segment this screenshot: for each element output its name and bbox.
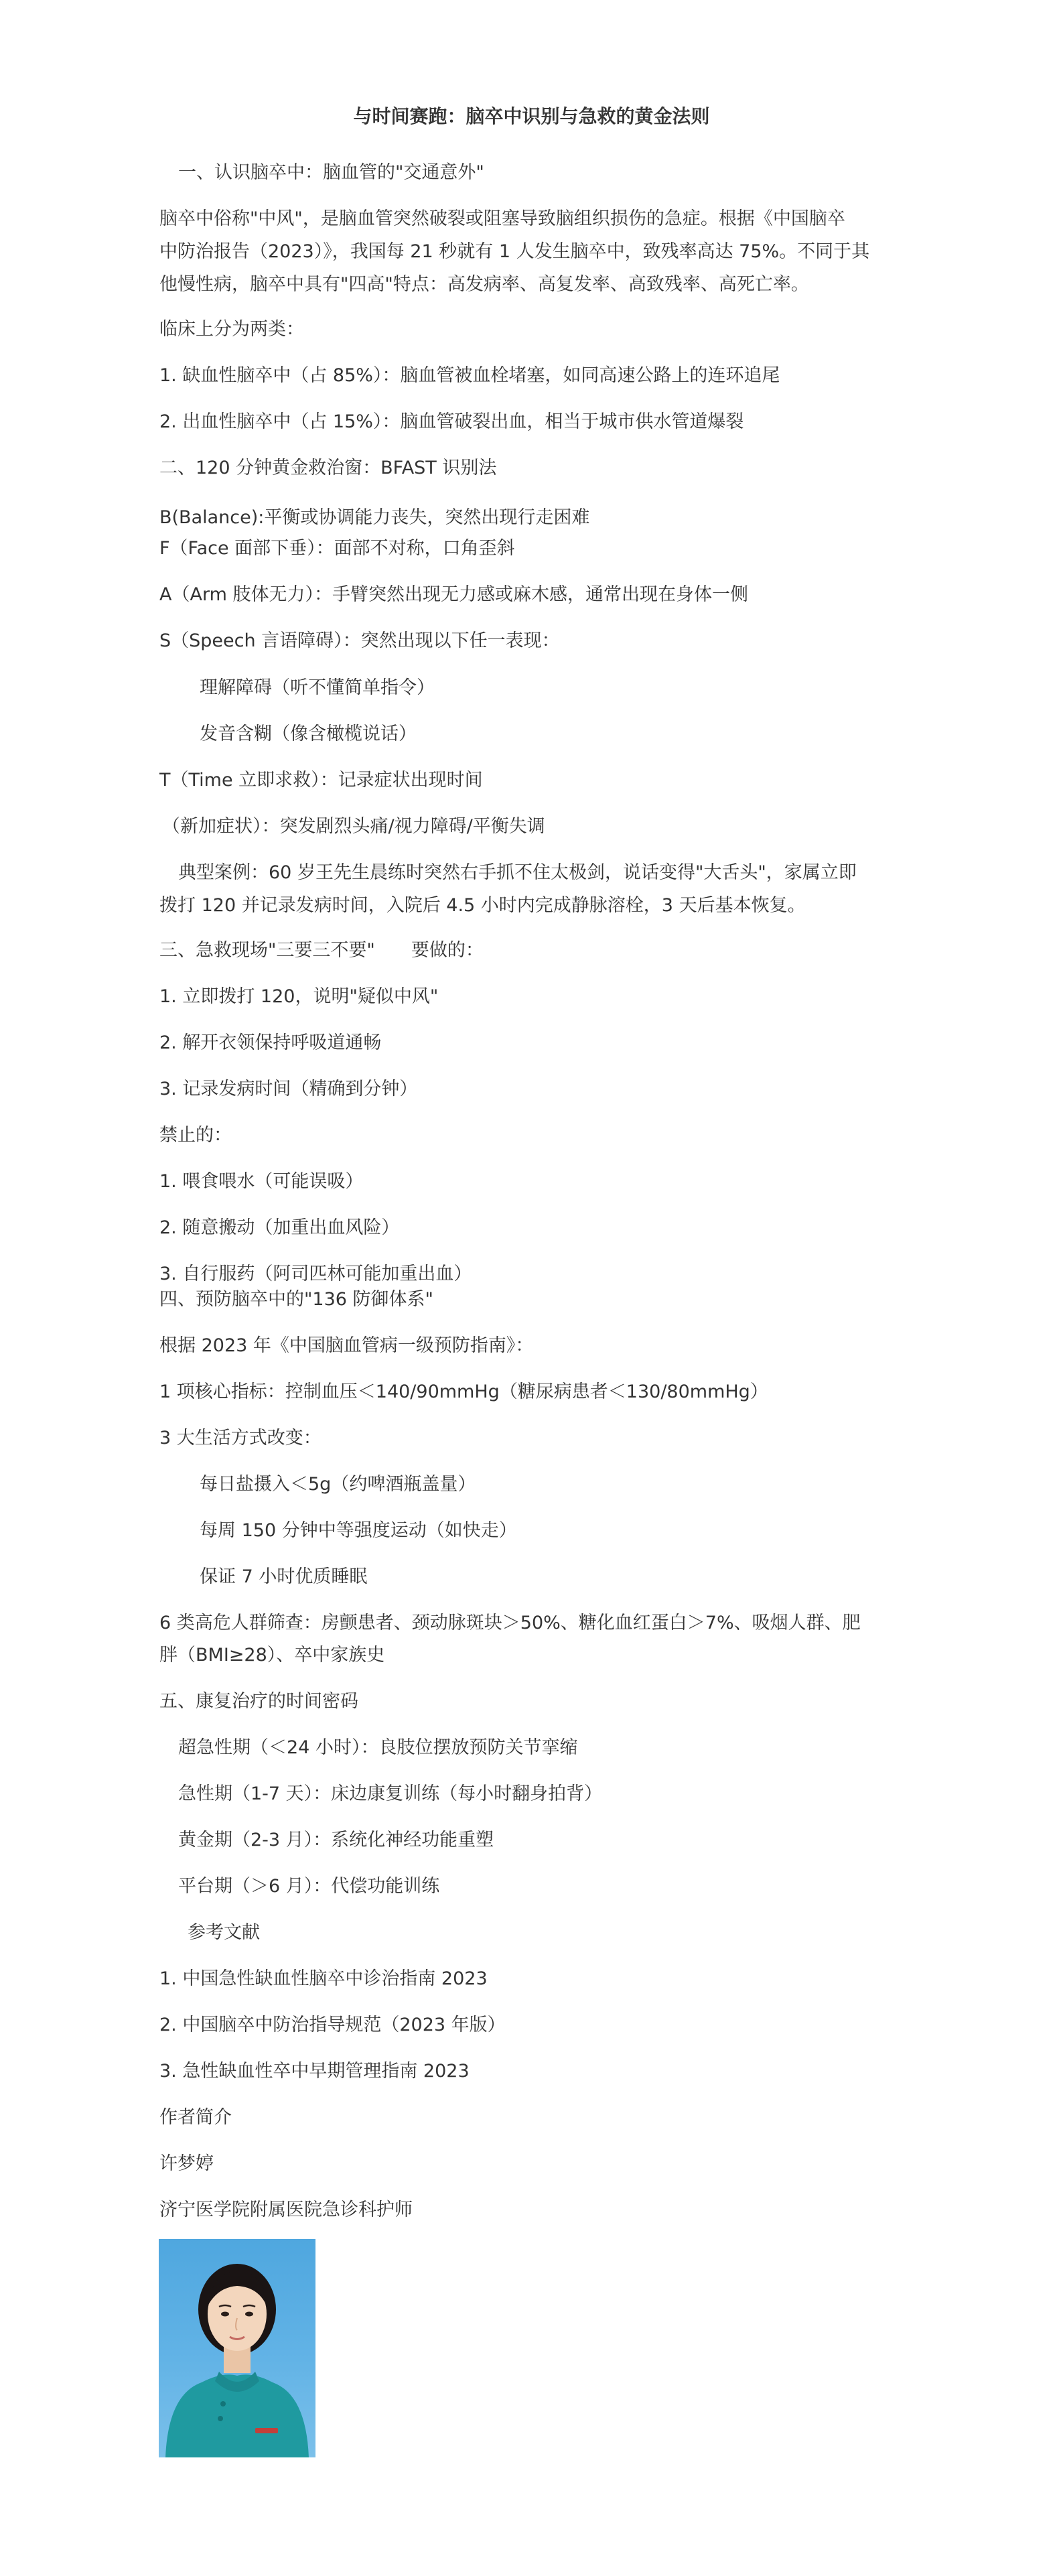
list-item: 1. 喂食喂水（可能误吸）	[159, 1171, 364, 1192]
list-item: 3. 记录发病时间（精确到分钟）	[159, 1079, 418, 1099]
rehab-phase: 黄金期（2-3 月）：系统化神经功能重塑	[178, 1830, 494, 1850]
lifestyle-item: 保证 7 小时优质睡眠	[200, 1566, 368, 1587]
rehab-phase: 超急性期（＜24 小时）：良肢位摆放预防关节挛缩	[178, 1737, 578, 1758]
article-title: 与时间赛跑：脑卒中识别与急救的黄金法则	[353, 105, 710, 127]
paragraph-line: 他慢性病，脑卒中具有"四高"特点：高发病率、高复发率、高致残率、高死亡率。	[159, 274, 809, 295]
section-1-heading: 一、认识脑卒中：脑血管的"交通意外"	[178, 162, 484, 183]
references-heading: 参考文献	[188, 1922, 260, 1943]
rehab-phase: 平台期（＞6 月）：代偿功能训练	[178, 1876, 440, 1897]
author-name: 许梦婷	[159, 2153, 214, 2174]
bfast-f: F（Face 面部下垂）：面部不对称，口角歪斜	[159, 538, 515, 559]
section-4-heading: 四、预防脑卒中的"136 防御体系"	[159, 1289, 433, 1310]
reference-item: 3. 急性缺血性卒中早期管理指南 2023	[159, 2061, 470, 2082]
paragraph-line: 临床上分为两类：	[159, 319, 304, 340]
bfast-b: B(Balance):平衡或协调能力丧失，突然出现行走困难	[159, 507, 590, 528]
list-item: 2. 随意搬动（加重出血风险）	[159, 1217, 400, 1238]
bfast-s-item: 发音含糊（像含橄榄说话）	[200, 724, 417, 744]
lifestyle-item: 每日盐摄入＜5g（约啤酒瓶盖量）	[200, 1474, 476, 1495]
list-item: 1. 立即拨打 120，说明"疑似中风"	[159, 986, 439, 1007]
paragraph-line: 脑卒中俗称"中风"，是脑血管突然破裂或阻塞导致脑组织损伤的急症。根据《中国脑卒	[159, 208, 845, 229]
list-item: 1. 缺血性脑卒中（占 85%）：脑血管被血栓堵塞，如同高速公路上的连环追尾	[159, 365, 780, 386]
author-heading: 作者简介	[159, 2107, 232, 2128]
dont-heading: 禁止的：	[159, 1125, 232, 1146]
paragraph-line: 根据 2023 年《中国脑血管病一级预防指南》：	[159, 1335, 534, 1356]
section-5-heading: 五、康复治疗的时间密码	[159, 1691, 358, 1712]
author-title: 济宁医学院附属医院急诊科护师	[159, 2199, 413, 2220]
portrait-illustration	[159, 2239, 315, 2457]
bfast-s-item: 理解障碍（听不懂简单指令）	[200, 677, 435, 698]
bfast-a: A（Arm 肢体无力）：手臂突然出现无力感或麻木感，通常出现在身体一侧	[159, 584, 748, 605]
screening-line: 6 类高危人群筛查：房颤患者、颈动脉斑块＞50%、糖化血红蛋白＞7%、吸烟人群、肥	[159, 1613, 861, 1633]
case-line: 拨打 120 并记录发病时间，入院后 4.5 小时内完成静脉溶栓，3 天后基本恢复。	[159, 895, 806, 916]
bfast-new-symptoms: （新加症状）：突发剧烈头痛/视力障碍/平衡失调	[162, 816, 545, 837]
lifestyle-heading: 3 大生活方式改变：	[159, 1428, 322, 1448]
paragraph-line: 中防治报告（2023）》，我国每 21 秒就有 1 人发生脑卒中，致残率高达 75%。不同于其	[159, 241, 870, 262]
lifestyle-item: 每周 150 分钟中等强度运动（如快走）	[200, 1520, 517, 1541]
list-item: 3. 自行服药（阿司匹林可能加重出血）	[159, 1264, 472, 1284]
bfast-t: T（Time 立即求救）：记录症状出现时间	[159, 770, 483, 791]
rehab-phase: 急性期（1-7 天）：床边康复训练（每小时翻身拍背）	[178, 1783, 603, 1804]
reference-item: 1. 中国急性缺血性脑卒中诊治指南 2023	[159, 1968, 488, 1989]
author-photo	[159, 2239, 315, 2457]
case-line: 典型案例：60 岁王先生晨练时突然右手抓不住太极剑，说话变得"大舌头"，家属立即	[178, 862, 857, 883]
section-3-heading: 三、急救现场"三要三不要" 要做的：	[159, 940, 484, 961]
section-2-heading: 二、120 分钟黄金救治窗：BFAST 识别法	[159, 458, 497, 478]
core-indicator: 1 项核心指标：控制血压＜140/90mmHg（糖尿病患者＜130/80mmHg）	[159, 1381, 768, 1402]
list-item: 2. 出血性脑卒中（占 15%）：脑血管破裂出血，相当于城市供水管道爆裂	[159, 411, 744, 432]
reference-item: 2. 中国脑卒中防治指导规范（2023 年版）	[159, 2015, 506, 2035]
screening-line: 胖（BMI≥28）、卒中家族史	[159, 1645, 385, 1666]
list-item: 2. 解开衣领保持呼吸道通畅	[159, 1032, 382, 1053]
bfast-s: S（Speech 言语障碍）：突然出现以下任一表现：	[159, 630, 560, 651]
